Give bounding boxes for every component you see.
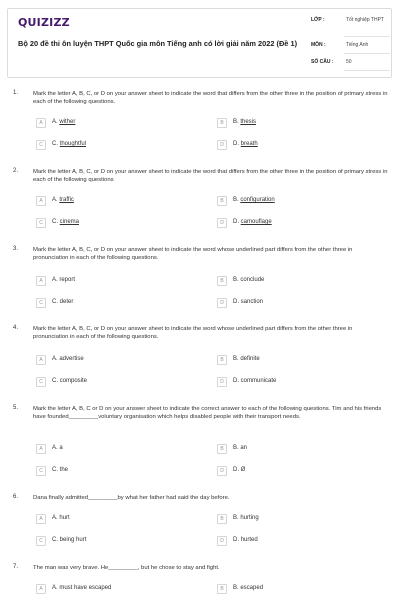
option-label: D. Ø: [233, 467, 246, 473]
question-text: Dana finally admitted_________by what her father had said the day before.: [33, 495, 230, 501]
question-text: Mark the letter A, B, C, or D on your answer sheet to indicate the word that differs from the other three in the position of primary stress in each of the following questions: [33, 169, 388, 184]
option-label: B. thesis: [233, 119, 257, 125]
option-label: D. hurted: [233, 537, 258, 543]
option-letter-box: B: [217, 514, 227, 524]
question-number: 4.: [13, 325, 19, 331]
meta-label: MÔN :: [311, 42, 326, 48]
question-number: 2.: [13, 168, 19, 174]
divider: [344, 70, 390, 71]
divider: [344, 36, 390, 37]
option-label: C. being hurt: [52, 537, 87, 543]
question-text: Mark the letter A, B, C, or D on your answer sheet to indicate the word that differs from the other three in the position of primary stress in each of the following questions.: [33, 91, 388, 106]
option-letter-box: B: [217, 444, 227, 454]
option-letter-box: C: [36, 466, 46, 476]
option-label: B. configuration: [233, 197, 275, 203]
option-letter-box: D: [217, 466, 227, 476]
question-number: 7.: [13, 564, 19, 570]
worksheet-header: [7, 8, 392, 78]
option-letter-box: B: [217, 276, 227, 286]
option-label: A. a: [52, 445, 63, 451]
option-label: A. report: [52, 277, 76, 283]
option-label: D. breath: [233, 141, 258, 147]
meta-label: LỚP :: [311, 17, 325, 23]
option-letter-box: B: [217, 584, 227, 594]
question-text: The man was very brave. He_________, but he chose to stay and fight.: [33, 565, 220, 571]
option-letter-box: A: [36, 514, 46, 524]
option-label: C. deter: [52, 299, 74, 305]
worksheet-title: Bộ 20 đề thi ôn luyện THPT Quốc gia môn Tiếng anh có lời giải năm 2022 (Đề 1): [18, 39, 298, 48]
option-label: B. an: [233, 445, 248, 451]
option-label: D. camouflage: [233, 219, 272, 225]
option-label: D. communicate: [233, 378, 277, 384]
option-letter-box: C: [36, 298, 46, 308]
divider: [344, 53, 390, 54]
option-label: C. composite: [52, 378, 88, 384]
option-letter-box: D: [217, 298, 227, 308]
option-letter-box: D: [217, 140, 227, 150]
option-label: A. wither: [52, 119, 76, 125]
option-letter-box: C: [36, 140, 46, 150]
option-letter-box: A: [36, 584, 46, 594]
option-letter-box: A: [36, 276, 46, 286]
option-label: C. cinema: [52, 219, 80, 225]
worksheet-meta: [308, 9, 392, 78]
question-number: 3.: [13, 246, 19, 252]
option-letter-box: D: [217, 218, 227, 228]
option-label: B. definite: [233, 356, 260, 362]
option-label: B. conclude: [233, 277, 265, 283]
option-label: C. thoughtful: [52, 141, 87, 147]
option-label: A. advertise: [52, 356, 84, 362]
question-text: Mark the letter A, B, C, or D on your answer sheet to indicate the word whose underlined part differs from the other three in pronunciation in each of the following questions.: [33, 247, 353, 262]
option-letter-box: C: [36, 218, 46, 228]
option-letter-box: C: [36, 377, 46, 387]
question-text: Mark the letter A, B, C, or D on your answer sheet to indicate the word whose underlined part differs from the other three in pronunciation in each of the following questions.: [33, 326, 353, 341]
option-label: D. sanction: [233, 299, 264, 305]
option-label: A. must have escaped: [52, 585, 112, 591]
meta-label: SỐ CÂU :: [311, 59, 334, 65]
option-letter-box: A: [36, 444, 46, 454]
option-label: A. traffic: [52, 197, 74, 203]
option-letter-box: A: [36, 118, 46, 128]
question-number: 5.: [13, 405, 19, 411]
option-label: A. hurt: [52, 515, 70, 521]
option-letter-box: C: [36, 536, 46, 546]
question-number: 6.: [13, 494, 19, 500]
question-number: 1.: [13, 90, 19, 96]
option-label: B. hurting: [233, 515, 259, 521]
question-text: Mark the letter A, B, C or D on your answer sheet to indicate the correct answer to each of the following questions. Tim and his friends have founded_________voluntary organisation which helps disabled people with their transport needs.: [33, 406, 382, 421]
meta-value: Tốt nghiệp THPT: [346, 17, 384, 23]
quizizz-logo: QUIZIZZ: [18, 16, 70, 29]
option-label: B. escaped: [233, 585, 264, 591]
option-letter-box: B: [217, 355, 227, 365]
option-letter-box: D: [217, 536, 227, 546]
option-letter-box: D: [217, 377, 227, 387]
option-label: C. the: [52, 467, 69, 473]
option-letter-box: B: [217, 196, 227, 206]
meta-value: Tiếng Anh: [346, 42, 369, 48]
option-letter-box: B: [217, 118, 227, 128]
meta-value: 50: [346, 59, 352, 65]
option-letter-box: A: [36, 355, 46, 365]
option-letter-box: A: [36, 196, 46, 206]
